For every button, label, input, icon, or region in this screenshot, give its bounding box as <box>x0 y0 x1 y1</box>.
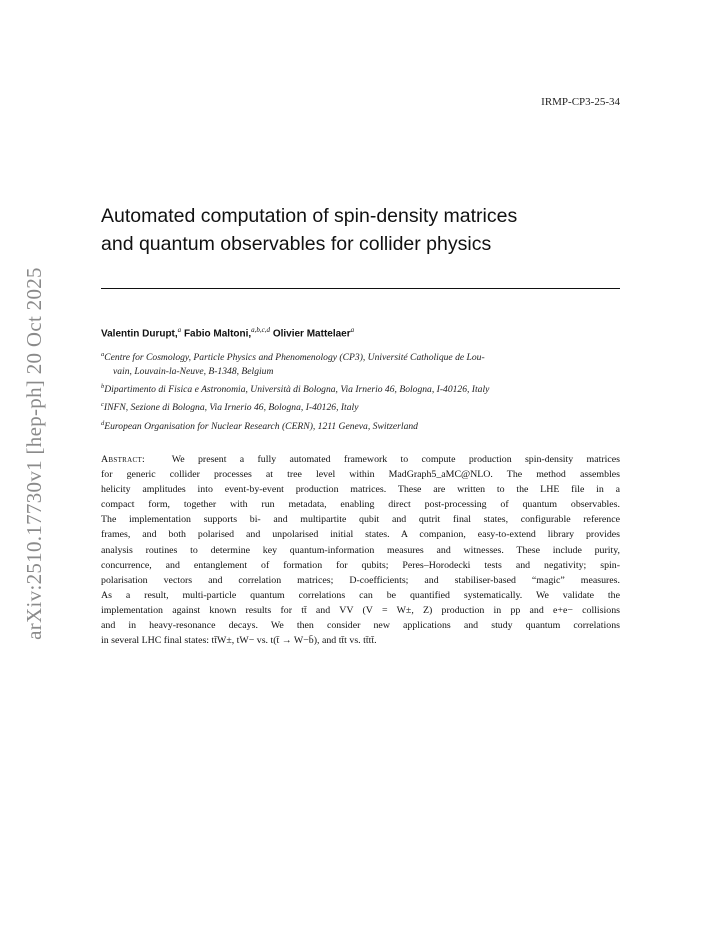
abstract-line: frames, and both polarised and unpolarised initial states. A companion, easy-to-extend library provides <box>101 529 620 541</box>
paper-title <box>101 202 631 258</box>
author-affil-mark: a,b,c,d <box>251 326 271 334</box>
abstract-line-text: We present a fully automated framework to compute production spin-density matrices <box>171 454 621 465</box>
abstract-line: The implementation supports bi- and multipartite qubit and qutrit final states, configurable reference <box>101 514 620 526</box>
abstract-line: and in heavy-resonance decays. We then consider new applications and study quantum correlations <box>101 620 620 632</box>
affiliation-text: Dipartimento di Fisica e Astronomia, Università di Bologna, Via Irnerio 46, Bologna, I-40126, Italy <box>104 384 490 396</box>
abstract-line: in several LHC final states: tt̄W±, tW− vs. t(t̄ → W−b̄), and tt̄t vs. tt̄tt̄. <box>101 635 377 647</box>
title-line: Automated computation of spin-density matrices <box>101 205 518 227</box>
abstract <box>101 452 620 648</box>
author-affil-mark: a <box>177 326 182 334</box>
abstract-line: concurrence, and entanglement of formation for qubits; Peres–Horodecki tests and negativity; spin- <box>101 559 620 571</box>
affiliation-text: INFN, Sezione di Bologna, Via Irnerio 46, Bologna, I-40126, Italy <box>103 402 359 414</box>
affiliation-text: European Organisation for Nuclear Research (CERN), 1211 Geneva, Switzerland <box>104 420 418 432</box>
arxiv-identifier: arXiv:2510.17730v1 [hep-ph] 20 Oct 2025 <box>21 266 46 640</box>
arxiv-side-stamp <box>14 258 54 648</box>
abstract-line: As a result, multi-particle quantum correlations can be quantified systematically. We validate the <box>101 589 620 601</box>
abstract-line: for generic collider processes at tree level within MadGraph5_aMC@NLO. The method assembles <box>101 469 620 481</box>
abstract-line <box>101 452 620 467</box>
affiliation-mark: d <box>101 419 105 427</box>
abstract-line: implementation against known results for tt̄ and VV (V = W±, Z) production in pp and e+e− collisions <box>101 604 620 616</box>
affiliation-mark: b <box>101 383 105 391</box>
affiliation <box>101 348 621 379</box>
abstract-line: polarisation vectors and correlation matrices; D-coefficients; and stabiliser-based “magic” measures. <box>101 574 620 586</box>
affiliation <box>101 380 621 397</box>
abstract-label: Abstract: <box>101 454 146 465</box>
abstract-line: helicity amplitudes into event-by-event production matrices. These are written to the LHE file in a <box>101 484 620 496</box>
affiliation-text: Centre for Cosmology, Particle Physics and Phenomenology (CP3), Université Catholique de Lou- <box>104 352 485 364</box>
author-name: Fabio Maltoni, <box>183 328 252 340</box>
affiliation <box>101 398 621 415</box>
abstract-line: analysis routines to determine key quantum-information measures and witnesses. These include purity, <box>101 544 620 556</box>
author-name: Valentin Durupt, <box>101 328 178 340</box>
affiliation-mark: c <box>101 401 104 409</box>
affiliation-text-continued: vain, Louvain-la-Neuve, B-1348, Belgium <box>113 366 274 378</box>
affiliation-list <box>101 348 621 435</box>
abstract-line: compact form, together with run metadata, enabling direct post-processing of quantum observables. <box>101 499 620 511</box>
author-name: Olivier Mattelaer <box>272 328 351 340</box>
report-number: IRMP-CP3-25-34 <box>541 96 620 108</box>
author-affil-mark: a <box>350 326 355 334</box>
title-rule <box>101 288 620 289</box>
author-list <box>101 326 621 339</box>
title-line: and quantum observables for collider physics <box>101 233 492 255</box>
affiliation-mark: a <box>101 351 105 358</box>
affiliation <box>101 417 621 434</box>
